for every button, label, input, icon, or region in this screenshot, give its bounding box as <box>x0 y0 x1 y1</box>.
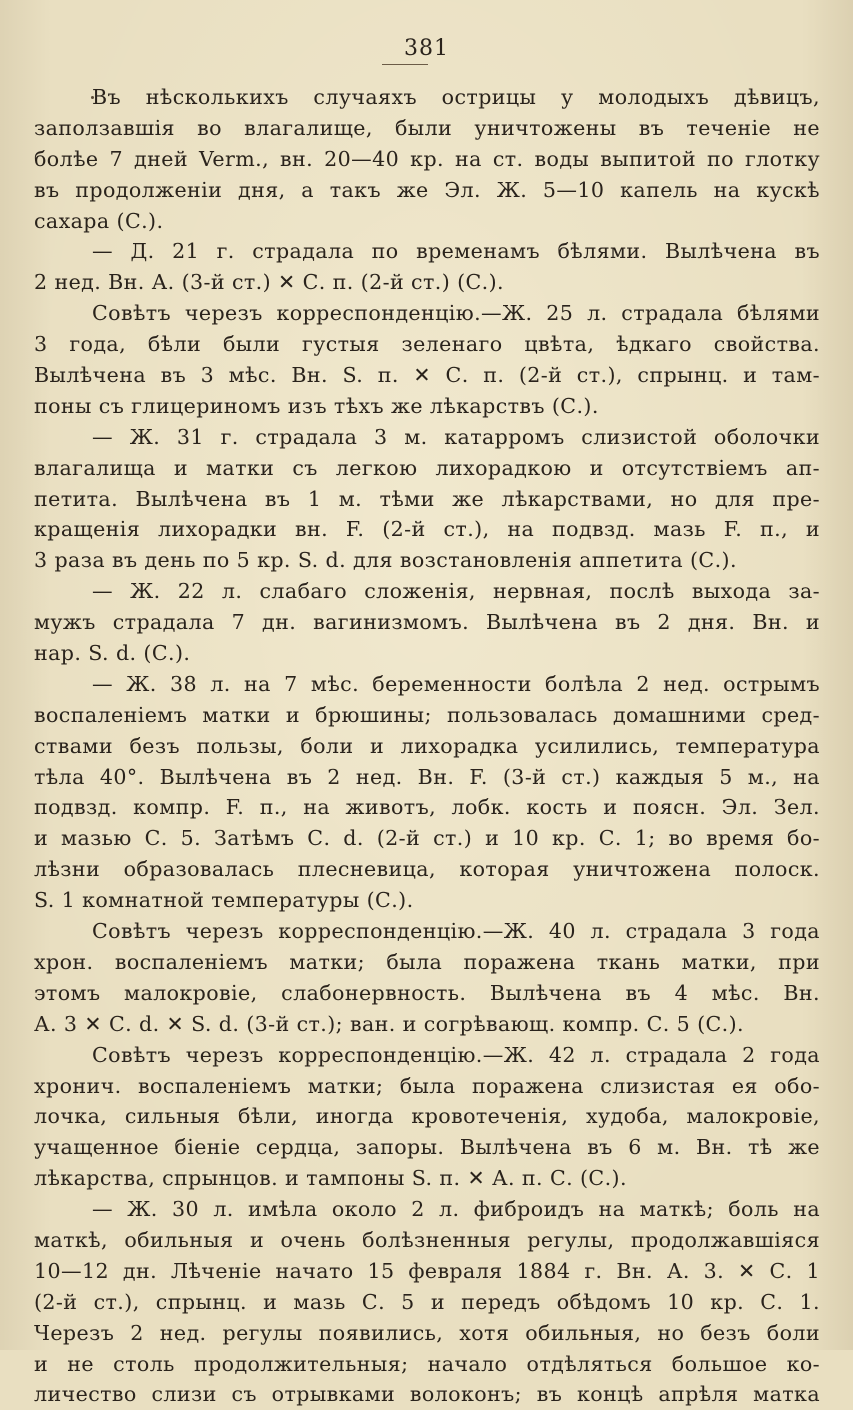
page-number-underline <box>382 64 428 65</box>
text-line: въ продолженіи дня, а такъ же Эл. Ж. 5—10 капель на кускѣ <box>34 177 820 202</box>
text-line: влагалища и матки съ легкою лихорадкою и отсутствіемъ ап- <box>34 455 820 480</box>
text-line: (2-й ст.), спрынц. и мазь С. 5 и передъ обѣдомъ 10 кр. С. 1. <box>34 1289 820 1314</box>
text-line: Совѣтъ черезъ корреспонденцію.—Ж. 40 л. страдала 3 года <box>92 919 820 944</box>
text-line: Въ нѣсколькихъ случаяхъ острицы у молодыхъ дѣвицъ, <box>92 85 820 109</box>
text-line: маткѣ, обильныя и очень болѣзненныя регулы, продолжавшіяся <box>34 1227 820 1252</box>
text-line: Черезъ 2 нед. регулы появились, хотя обильныя, но безъ боли <box>34 1320 820 1345</box>
text-line: тѣла 40°. Вылѣчена въ 2 нед. Вн. F. (3-й ст.) каждыя 5 м., на <box>34 764 820 789</box>
text-line: 2 нед. Вн. А. (3-й ст.) ✕ С. п. (2-й ст.) (С.). <box>34 270 505 295</box>
text-line: сахара (С.). <box>34 208 164 233</box>
text-line: мужъ страдала 7 дн. вагинизмомъ. Вылѣчена въ 2 дня. Вн. и <box>34 610 820 635</box>
text-line: кращенія лихорадки вн. F. (2-й ст.), на подвзд. мазь F. п., и <box>34 517 820 542</box>
text-line: лѣкарства, спрынцов. и тампоны S. п. ✕ А. п. С. (С.). <box>34 1166 627 1191</box>
text-line: и мазью С. 5. Затѣмъ С. d. (2-й ст.) и 10 кр. С. 1; во время бо- <box>34 826 820 851</box>
text-line: Вылѣчена въ 3 мѣс. Вн. S. п. ✕ С. п. (2-й ст.), спрынц. и там- <box>34 363 820 388</box>
text-line: воспаленіемъ матки и брюшины; пользовалась домашними сред- <box>34 702 820 727</box>
text-line: этомъ малокровіе, слабонервность. Вылѣчена въ 4 мѣс. Вн. <box>34 980 820 1005</box>
text-line: А. 3 ✕ С. d. ✕ S. d. (3-й ст.); ван. и согрѣвающ. компр. С. 5 (С.). <box>34 1011 744 1036</box>
text-line: хронич. воспаленіемъ матки; была поражена слизистая ея обо- <box>34 1073 820 1098</box>
text-line: и не столь продолжительныя; начало отдѣляться большое ко- <box>34 1351 820 1376</box>
text-line: S. 1 комнатной температуры (С.). <box>34 888 414 913</box>
text-line: хрон. воспаленіемъ матки; была поражена ткань матки, при <box>34 949 820 974</box>
page-number: 381 <box>404 36 449 61</box>
text-line: 3 раза въ день по 5 кр. S. d. для возстановленія аппетита (С.). <box>34 548 737 573</box>
text-line: лѣзни образовалась плесневица, которая уничтожена полоск. <box>34 857 820 882</box>
text-line: Совѣтъ черезъ корреспонденцію.—Ж. 25 л. страдала бѣлями <box>92 301 820 326</box>
text-line: лочка, сильныя бѣли, иногда кровотеченія, худоба, малокровіе, <box>34 1104 820 1129</box>
text-line: петита. Вылѣчена въ 1 м. тѣми же лѣкарствами, но для пре- <box>34 486 820 511</box>
text-line: — Ж. 31 г. страдала 3 м. катарромъ слизистой оболочки <box>92 424 820 449</box>
text-line: заползавшія во влагалище, были уничтожены въ теченіе не <box>34 115 820 140</box>
text-line: — Ж. 30 л. имѣла около 2 л. фиброидъ на маткѣ; боль на <box>92 1197 820 1222</box>
text-line: поны съ глицериномъ изъ тѣхъ же лѣкарствъ (С.). <box>34 393 599 418</box>
text-line: подвзд. компр. F. п., на животъ, лобк. кость и поясн. Эл. Зел. <box>34 795 820 820</box>
text-line: нар. S. d. (С.). <box>34 641 191 666</box>
text-line: Совѣтъ черезъ корреспонденцію.—Ж. 42 л. страдала 2 года <box>92 1042 820 1067</box>
body-text <box>34 82 820 1410</box>
text-line: болѣе 7 дней Verm., вн. 20—40 кр. на ст. воды выпитой по глотку <box>34 146 820 171</box>
text-line: — Д. 21 г. страдала по временамъ бѣлями. Вылѣчена въ <box>92 239 820 264</box>
text-line: — Ж. 22 л. слабаго сложенія, нервная, послѣ выхода за- <box>92 579 820 604</box>
text-line: ствами безъ пользы, боли и лихорадка усилились, температура <box>34 733 820 758</box>
text-line: учащенное біеніе сердца, запоры. Вылѣчена въ 6 м. Вн. тѣ же <box>34 1135 820 1160</box>
text-line: 10—12 дн. Лѣченіе начато 15 февраля 1884 г. Вн. А. 3. ✕ С. 1 <box>34 1258 820 1283</box>
text-line: личество слизи съ отрывками волоконъ; въ концѣ апрѣля матка <box>34 1382 820 1407</box>
text-line: — Ж. 38 л. на 7 мѣс. беременности болѣла 2 нед. острымъ <box>92 671 820 696</box>
text-line: 3 года, бѣли были густыя зеленаго цвѣта, ѣдкаго свойства. <box>34 332 820 357</box>
